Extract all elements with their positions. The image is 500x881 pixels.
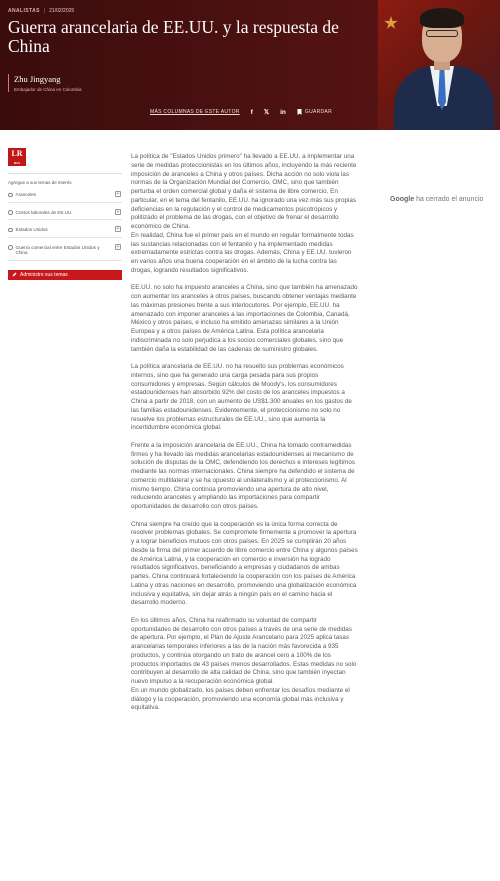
flag-star-decoration bbox=[384, 16, 398, 30]
topic-item-costos-laborales[interactable] bbox=[8, 210, 122, 221]
photo-hair bbox=[420, 8, 464, 28]
logo-text: LR bbox=[11, 149, 23, 158]
topic-label: Aranceles bbox=[15, 192, 36, 197]
manage-topics-label: Administre sus temas bbox=[20, 271, 68, 278]
author-role: Embajador de China en Colombia bbox=[14, 87, 82, 92]
lr-mas-logo[interactable] bbox=[8, 148, 26, 166]
section-label[interactable]: ANALISTAS bbox=[8, 8, 40, 14]
facebook-icon[interactable]: f bbox=[250, 108, 253, 116]
topic-label: Costos laborales de EE.UU. bbox=[15, 209, 73, 215]
article-paragraph: China siempre ha creído que la cooperación es la única forma correcta de resolver problemas globales. Se compromete firmemente a promover la apertura y a lograr beneficios mutuos con otros países. En 2025 se cumplirán 20 años desde la firma del primer acuerdo de libre comercio entre China y algunos países de América Latina, y la cooperación en comercio e inversión ha logrado resultados significativos, beneficiando a empresas y ciudadanos de ambas partes. China continuará fortaleciendo la cooperación con los países de América Latina y otras naciones en desarrollo, promoviendo una globalización económica inclusiva y equitativa, sin dejar atrás a ningún país en el camino hacia el desarrollo moderno. bbox=[131, 520, 358, 607]
topic-item-aranceles[interactable] bbox=[8, 192, 122, 203]
google-brand: Google bbox=[390, 196, 415, 203]
article-paragraph: En realidad, China fue el primer país en el mundo en regular formalmente todas las sustancias relacionadas con el fentanilo y ha implementado medidas extremadamente estrictas contra las drogas. Además, China y EE.UU. tuvieron en varios años una buena cooperación en el ámbito de la lucha contra las drogas, logrando resultados significativos. bbox=[131, 231, 354, 274]
add-topic-plus-icon[interactable]: + bbox=[116, 191, 120, 197]
article-title: Guerra arancelaria de EE.UU. y la respuesta de China bbox=[8, 17, 339, 56]
add-topic-plus-icon[interactable]: + bbox=[116, 208, 120, 215]
logo-subtext: MAS bbox=[13, 162, 21, 165]
manage-topics-button[interactable] bbox=[8, 270, 122, 280]
add-topic-plus-icon[interactable]: + bbox=[116, 243, 120, 250]
article-actions bbox=[150, 108, 332, 116]
author-photo bbox=[378, 0, 500, 130]
topic-label: Estados Unidos bbox=[15, 227, 48, 233]
topic-item-guerra-comercial[interactable] bbox=[8, 245, 122, 261]
closed-ad-notice bbox=[390, 195, 483, 204]
save-button[interactable] bbox=[297, 109, 332, 115]
article-hero bbox=[0, 0, 500, 130]
add-topic-plus-icon[interactable]: + bbox=[116, 226, 120, 233]
topics-heading: Agregue a sus temas de interés bbox=[8, 180, 72, 185]
author-name[interactable]: Zhu Jingyang bbox=[14, 74, 61, 84]
article-paragraph: EE.UU. no solo ha impuesto aranceles a China, sino que también ha amenazado con aumentar los aranceles a otros países, buscando obtener ventajas mediante las máximas presiones frente a sus interlocutores. Por ejemplo, EE.UU. ha amenazado con imponer aranceles a las importaciones de Colombia, Canadá, México y otros países, e incluso ha emitido amenazas similares a la Unión Europea y a otros países de América Latina. Esta política arancelaria indiscriminada no solo perjudica a los socios comerciales globales, sino que también daña la estabilidad de las cadenas de suministro globales. bbox=[131, 284, 358, 353]
x-icon[interactable]: 𝕏 bbox=[263, 109, 270, 116]
topic-circle-icon bbox=[8, 245, 13, 250]
article-paragraph: La política de "Estados Unidos primero" ha llevado a EE.UU. a implementar una serie de medidas proteccionistas en los últimos años, incluyendo la más reciente imposición de aranceles a China y otros países. Dicha acción no solo viola las normas de la Organización Mundial del Comercio, OMC, sino que también perturba el orden comercial global y daña el sistema de libre comercio. En particular, en el tema del fentanilo, EE.UU. ha ignorado una vez más sus propias deficiencias en la regulación y el control de medicamentos psicotrópicos y politizado el problema de las drogas, con el objetivo de frenar el desarrollo económico de China. bbox=[131, 153, 357, 230]
meta-separator: | bbox=[43, 8, 46, 14]
bookmark-icon bbox=[297, 109, 302, 115]
topic-label: Guerra comercial entre Estados Unidos y China bbox=[15, 244, 100, 256]
article-paragraph: Frente a la imposición arancelaria de EE.UU., China ha tomado contramedidas firmes y ha llevado las medidas arancelarias estadounidenses al mecanismo de solución de disputas de la OMC, defendiendo los derechos e intereses legítimos mediante las normas internacionales. China siempre ha defendido el sistema de comercio multilateral y se ha opuesto al unilateralismo y al proteccionismo. Al mismo tiempo, China continúa promoviendo una apertura de alto nivel, reduciendo aranceles y ampliando las importaciones para compartir oportunidades de desarrollo con otros países. bbox=[131, 441, 356, 510]
topics-sidebar bbox=[8, 148, 122, 280]
pencil-icon bbox=[12, 272, 17, 277]
publish-date: 21/02/2025 bbox=[49, 8, 75, 14]
article-body bbox=[131, 153, 358, 713]
topic-circle-icon bbox=[8, 228, 13, 233]
linkedin-icon[interactable]: in bbox=[280, 108, 286, 116]
hero-banner bbox=[0, 0, 378, 130]
article-meta bbox=[8, 8, 74, 14]
topic-circle-icon bbox=[8, 210, 13, 215]
more-columns-link[interactable]: MÁS COLUMNAS DE ESTE AUTOR bbox=[150, 109, 240, 115]
author-block bbox=[8, 74, 82, 92]
topic-item-estados-unidos[interactable] bbox=[8, 227, 122, 238]
ad-closed-text: ha cerrado el anuncio bbox=[416, 196, 484, 203]
topic-circle-icon bbox=[8, 193, 13, 198]
article-paragraph: En los últimos años, China ha reafirmado su voluntad de compartir oportunidades de desarrollo con otros países a través de una serie de medidas de apertura. Por ejemplo, el Plan de Ajuste Arancelario para 2025 aplica tasas arancelarias temporales inferiores a las de la nación más favorecida a 935 productos, y continúa otorgando un trato de arancel cero a 100% de los productos importados de 43 países menos desarrollados. Estas medidas no solo contribuyen al desarrollo de alta calidad de China, sino que también inyectan nuevo impulso a la recuperación económica global. bbox=[131, 616, 357, 685]
sidebar-divider bbox=[8, 173, 122, 174]
article-paragraph: En un mundo globalizado, los países deben enfrentar los desafíos mediante el diálogo y la cooperación, promoviendo una economía global más inclusiva y equitativa. bbox=[131, 686, 350, 712]
photo-glasses bbox=[426, 30, 458, 37]
save-label: GUARDAR bbox=[304, 109, 332, 115]
article-paragraph: La política arancelaria de EE.UU. no ha resuelto sus problemas económicos internos, sino que ha generado una carga pesada para sus propios consumidores y empresas. Según cálculos de Moody's, los consumidores estadounidenses han absorbido 92% del costo de los aranceles impuestos a China a partir de 2018, con un aumento de US$1.300 anuales en los gastos de las familias estadounidenses. Evidentemente, el proteccionismo no solo no resuelve los problemas estructurales de EE.UU., sino que aumenta la incertidumbre económica global. bbox=[131, 363, 352, 432]
